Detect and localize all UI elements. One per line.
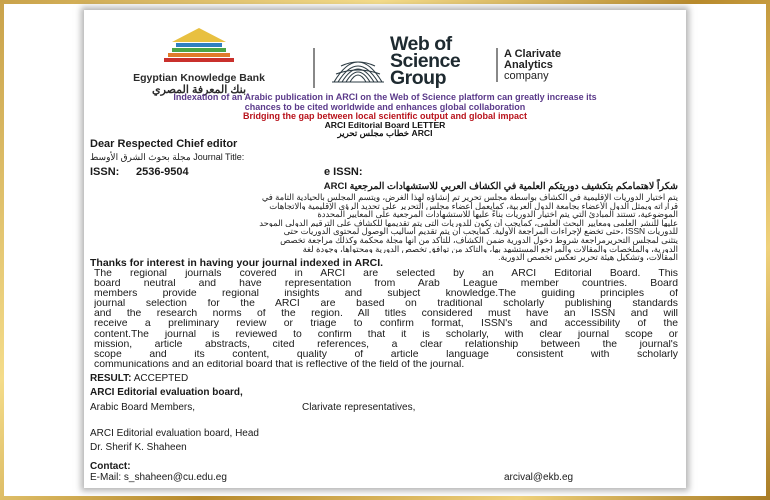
clarivate-representatives: Clarivate representatives, [302, 402, 416, 413]
letter-title: ARCI Editorial Board LETTER [324, 120, 446, 130]
arabic-line: المقالات، وتشكيل هيئة تحرير تعكس تخصص الدورية. [498, 253, 678, 262]
english-line: and the research norms of the region. All titles considered must have an ISSN and will [94, 309, 678, 320]
header-divider [313, 48, 315, 88]
arabic-paragraph [94, 193, 678, 262]
arabic-line: الدورية، والملخصات والمقالات والمراجع المستشهد بها، والتأكد من توافق تخصص الدورية ومحتواها، وجودة لغة [302, 244, 678, 254]
intro-purple-line2: chances to be cited worldwide and enhances global collaboration [244, 102, 526, 112]
wos-globe-icon [328, 42, 388, 88]
english-line: communications and an editorial board that is reflective of the field of the journal. [94, 359, 465, 370]
clarivate-line2: Analytics [504, 59, 553, 71]
arabic-line: عليها للنشر العلمي ومعايير البحث العلمي، كمايجب أن يكون للدوريات التي يتم تقديمها للكشاف على الترقيم الدولي الموحد [259, 218, 678, 228]
result-value: ACCEPTED [133, 373, 189, 384]
journal-title-label: Journal Title: [193, 152, 245, 162]
thanks-line: Thanks for interest in having your journal indexed in ARCI. [90, 257, 384, 269]
head-name: Dr. Sherif K. Shaheen [90, 442, 187, 453]
english-line: mission, article abstracts, cited references, a clear relationship between the journal's [94, 339, 678, 350]
head-line: ARCI Editorial evaluation board, Head [90, 428, 259, 439]
email-label: E-Mail: [90, 472, 122, 483]
arabic-line: يتثنى لمجلس التحريرمراجعة شروط دخول الدورية ضمن الكشاف، للتأكد من أنها مجلة محكمة وكذلك مراجعة تخصص [280, 235, 678, 245]
letter-document [84, 10, 686, 488]
wos-wordmark [390, 33, 461, 89]
wos-line3: Group [390, 67, 446, 89]
arabic-line: قراراته ويمثل الدول الأعضاء بجامعة الدول العربية، كمايعمل أعضاء مجلس التحرير على تحديد الرؤى الإقليمية والاتجاهات [269, 201, 678, 211]
english-line: journal selection for the ARCI are based on traditional scholarly publishing standards [94, 299, 678, 310]
english-line: board neutral and have representation from Arab League member countries. Board [94, 279, 678, 290]
contact-label: Contact: [90, 461, 131, 472]
issn-value: 2536-9504 [136, 166, 189, 178]
clarivate-line3: company [504, 70, 549, 82]
arabic-members: Arabic Board Members, [90, 402, 196, 413]
clarivate-line1: A Clarivate [504, 48, 562, 60]
salutation: Dear Respected Chief editor [90, 138, 238, 150]
english-line: The regional journals covered in ARCI are selected by an ARCI Editorial Board. This [94, 269, 678, 279]
journal-title-row [90, 152, 244, 163]
books-icon [162, 28, 236, 62]
header-divider-2 [496, 48, 498, 82]
letter-title-ar: خطاب مجلس تحرير ARCI [337, 128, 433, 138]
arabic-line: الموضوعية، تستند المبادئ التي يتم اختيار الدوريات بناءً عليها للاستشهادات المرجعية على المعايير المحددة [317, 210, 678, 219]
arabic-heading: شكراً لاهتمامكم بتكشيف دوريتكم العلمية في الكشاف العربي للاستشهادات المرجعية ARCI [323, 181, 678, 192]
result-row [90, 373, 188, 384]
ekb-name-ar: بنك المعرفة المصري [151, 84, 247, 96]
english-line: members provide regional insights and subject knowledge.The guiding principles of [94, 289, 678, 300]
ekb-logo [104, 28, 294, 96]
clarivate-wordmark [504, 49, 561, 82]
issn-label: ISSN: [90, 166, 120, 178]
result-label: RESULT: [90, 373, 132, 384]
email-link[interactable]: s_shaheen@cu.edu.eg [123, 472, 227, 483]
eissn-label: e ISSN: [324, 166, 363, 178]
ekb-name-en: Egyptian Knowledge Bank [133, 72, 265, 84]
wos-line1: Web of [390, 33, 452, 55]
journal-title-value: مجلة بحوث الشرق الأوسط [90, 152, 191, 162]
wos-line2: Science [390, 50, 461, 72]
arabic-line: يتم اختيار الدوريات الإقليمية في الكشاف بواسطة مجلس تحرير تم إنشاؤه لهذا الغرض، ويتسم المجلس بالحيادية التامة في [261, 193, 678, 202]
board-heading: ARCI Editorial evaluation board, [90, 387, 243, 398]
english-line: content.The journal is reviewed to confirm that it is scholarly, with clear journal scope or [94, 329, 678, 340]
english-paragraph [94, 269, 678, 370]
email-row [90, 472, 227, 483]
intro-red-line: Bridging the gap between local scientific output and global impact [242, 111, 528, 121]
arabic-line: للدوريات ISSN ،حتى تخضع لإجراءات المراجعة الأولية. كمايجب أن يتم تقديم أساليب الوصول لمحتوى الدوريات حتى [283, 227, 678, 236]
english-line: receive a preliminary review or triage to confirm format, ISSN's and accessibility of the [94, 319, 678, 330]
english-line: scope and its content, quality of article language consistent with scholarly [94, 349, 678, 360]
letter-header [84, 10, 686, 96]
email-link-2[interactable]: arcival@ekb.eg [504, 472, 574, 483]
intro-purple-line1: Indexation of an Arabic publication in ARCI on the Web of Science platform can greatly increase its [173, 92, 597, 102]
